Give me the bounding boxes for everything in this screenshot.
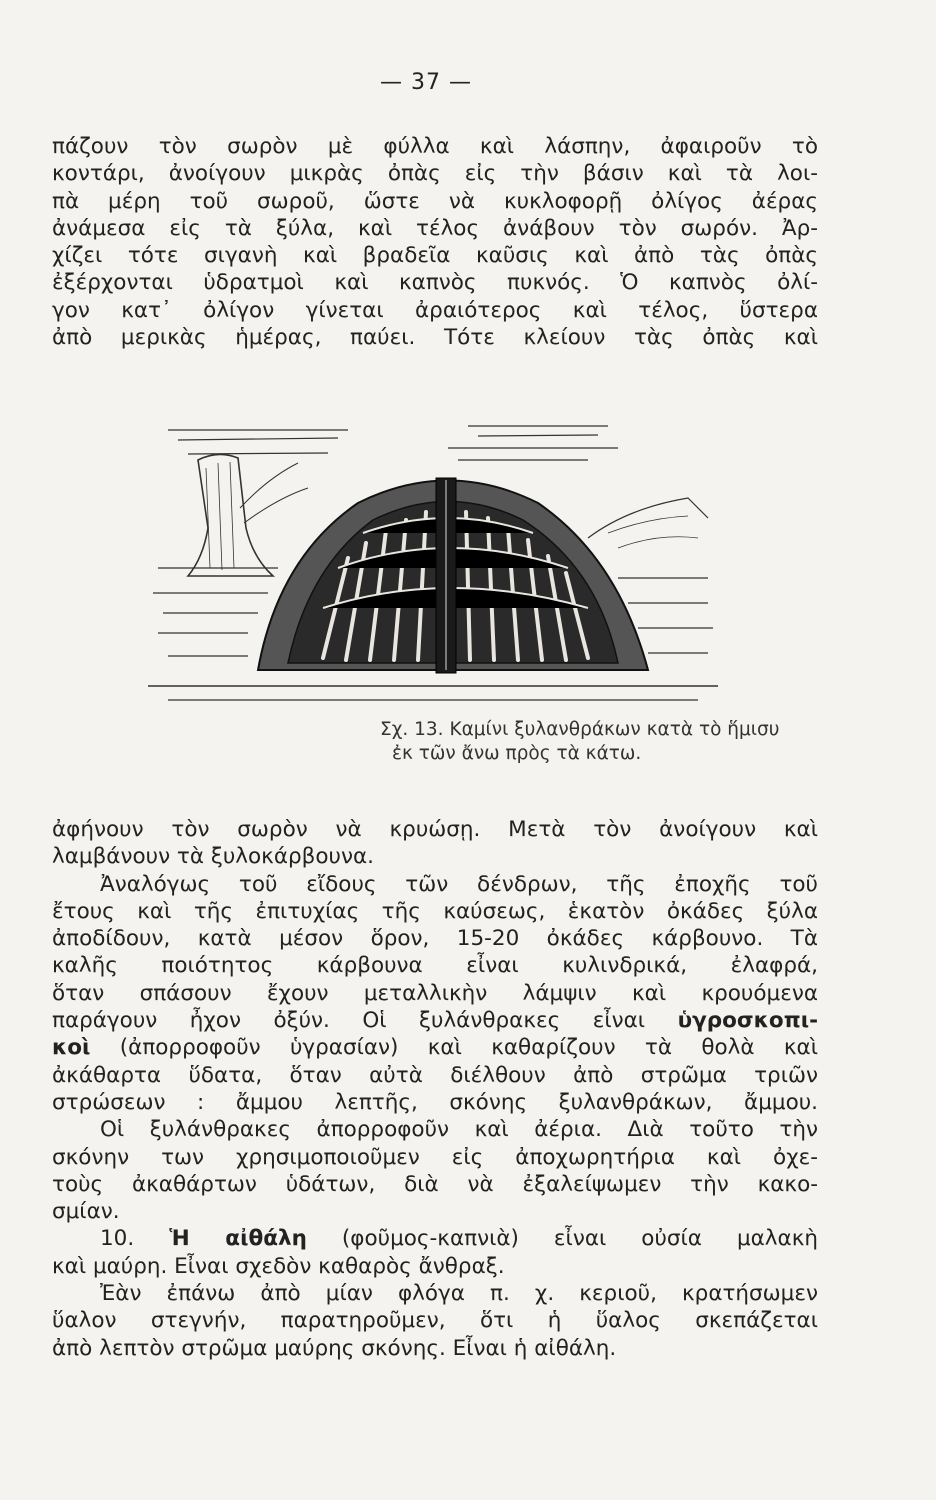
- section-heading-line: [52, 1225, 818, 1252]
- text-line: ἐξέρχονται ὑδρατμοὶ καὶ καπνὸς πυκνός. Ὁ καπνὸς ὀλί-: [52, 270, 818, 296]
- kiln-drawing: [148, 408, 718, 713]
- paragraph-top: [52, 133, 818, 351]
- text-line: Ἐὰν ἐπάνω ἀπὸ μίαν φλόγα π. χ. κεριοῦ, κρατήσωμεν: [100, 1281, 818, 1307]
- text-line: χίζει τότε σιγανὴ καὶ βραδεῖα καῦσις καὶ ἀπὸ τὰς ὀπὰς: [52, 243, 818, 269]
- text-line: πάζουν τὸν σωρὸν μὲ φύλλα καὶ λάσπην, ἀφαιροῦν τὸ: [52, 134, 818, 159]
- text-line: ἔτους καὶ τῆς ἐπιτυχίας τῆς καύσεως, ἑκατὸν ὀκάδες ξύλα: [52, 898, 818, 924]
- section-number: 10.: [100, 1226, 170, 1252]
- text-line: λαμβάνουν τὰ ξυλοκάρβουνα.: [52, 844, 374, 870]
- paragraph-main: [52, 816, 818, 1362]
- text-line: ἀπὸ μερικὰς ἡμέρας, παύει. Τότε κλείουν τὰς ὀπὰς καὶ: [52, 325, 818, 351]
- text-line: σμίαν.: [52, 1199, 120, 1225]
- text-segment: (ἀπορροφοῦν ὑγρασίαν) καὶ καθαρίζουν τὰ θολὰ καὶ: [90, 1035, 818, 1061]
- text-line: Ἀναλόγως τοῦ εἴδους τῶν δένδρων, τῆς ἐποχῆς τοῦ: [100, 871, 818, 897]
- bold-term-hygroscopic-end: κοὶ: [52, 1035, 91, 1061]
- text-line: γον κατ᾽ ὀλίγον γίνεται ἀραιότερος καὶ τέλος, ὕστερα: [52, 297, 818, 323]
- text-line: ἀκάθαρτα ὕδατα, ὅταν αὐτὰ διέλθουν ἀπὸ στρῶμα τριῶν: [52, 1062, 818, 1088]
- text-line: ὅταν σπάσουν ἔχουν μεταλλικὴν λάμψιν καὶ κρουόμενα: [52, 980, 818, 1006]
- text-line: [52, 1007, 818, 1034]
- text-line: ὕαλον στεγνήν, παρατηροῦμεν, ὅτι ἡ ὕαλος σκεπάζεται: [52, 1308, 818, 1334]
- text-line: σκόνην των χρησιμοποιοῦμεν εἰς ἀποχωρητήρια καὶ ὀχε-: [52, 1144, 818, 1170]
- text-line: πὰ μέρη τοῦ σωροῦ, ὥστε νὰ κυκλοφορῇ ὀλίγος ἀέρας: [52, 188, 818, 214]
- charcoal-kiln-illustration: [148, 408, 718, 713]
- text-line: τοὺς ἀκαθάρτων ὑδάτων, διὰ νὰ ἐξαλείψωμεν τὴν κακο-: [52, 1171, 818, 1197]
- text-segment: παράγουν ἦχον ὀξύν. Οἱ ξυλάνθρακες εἶναι: [52, 1008, 678, 1034]
- text-line: καλῆς ποιότητος κάρβουνα εἶναι κυλινδρικά, ἐλαφρά,: [52, 953, 818, 979]
- text-line: Οἱ ξυλάνθρακες ἀπορροφοῦν καὶ ἀέρια. Διὰ τοῦτο τὴν: [100, 1117, 818, 1143]
- text-segment: (φοῦμος-καπνιὰ) εἶναι οὐσία μαλακὴ: [306, 1226, 818, 1252]
- caption-line-2: ἐκ τῶν ἄνω πρὸς τὰ κάτω.: [392, 743, 642, 764]
- section-title: Ἡ αἰθάλη: [169, 1226, 307, 1252]
- text-line: ἀνάμεσα εἰς τὰ ξύλα, καὶ τέλος ἀνάβουν τὸν σωρόν. Ἀρ-: [52, 215, 818, 241]
- text-line: ἀποδίδουν, κατὰ μέσον ὅρον, 15-20 ὀκάδες κάρβουνο. Τὰ: [52, 926, 818, 952]
- figure-caption: [380, 718, 800, 766]
- text-line: [52, 1034, 818, 1061]
- caption-line-1: Σχ. 13. Καμίνι ξυλανθράκων κατὰ τὸ ἥμισυ: [380, 719, 780, 740]
- text-line: καὶ μαύρη. Εἶναι σχεδὸν καθαρὸς ἄνθραξ.: [52, 1253, 505, 1279]
- text-line: ἀπὸ λεπτὸν στρῶμα μαύρης σκόνης. Εἶναι ἡ αἰθάλη.: [52, 1335, 617, 1361]
- page-number: — 37 —: [380, 70, 472, 95]
- text-line: κοντάρι, ἀνοίγουν μικρὰς ὀπὰς εἰς τὴν βάσιν καὶ τὰ λοι-: [52, 161, 818, 187]
- bold-term-hygroscopic: ὑγροσκοπι-: [677, 1008, 818, 1034]
- text-line: ἀφήνουν τὸν σωρὸν νὰ κρυώσῃ. Μετὰ τὸν ἀνοίγουν καὶ: [52, 817, 818, 842]
- text-line: στρώσεων : ἄμμου λεπτῆς, σκόνης ξυλανθράκων, ἄμμου.: [52, 1089, 818, 1115]
